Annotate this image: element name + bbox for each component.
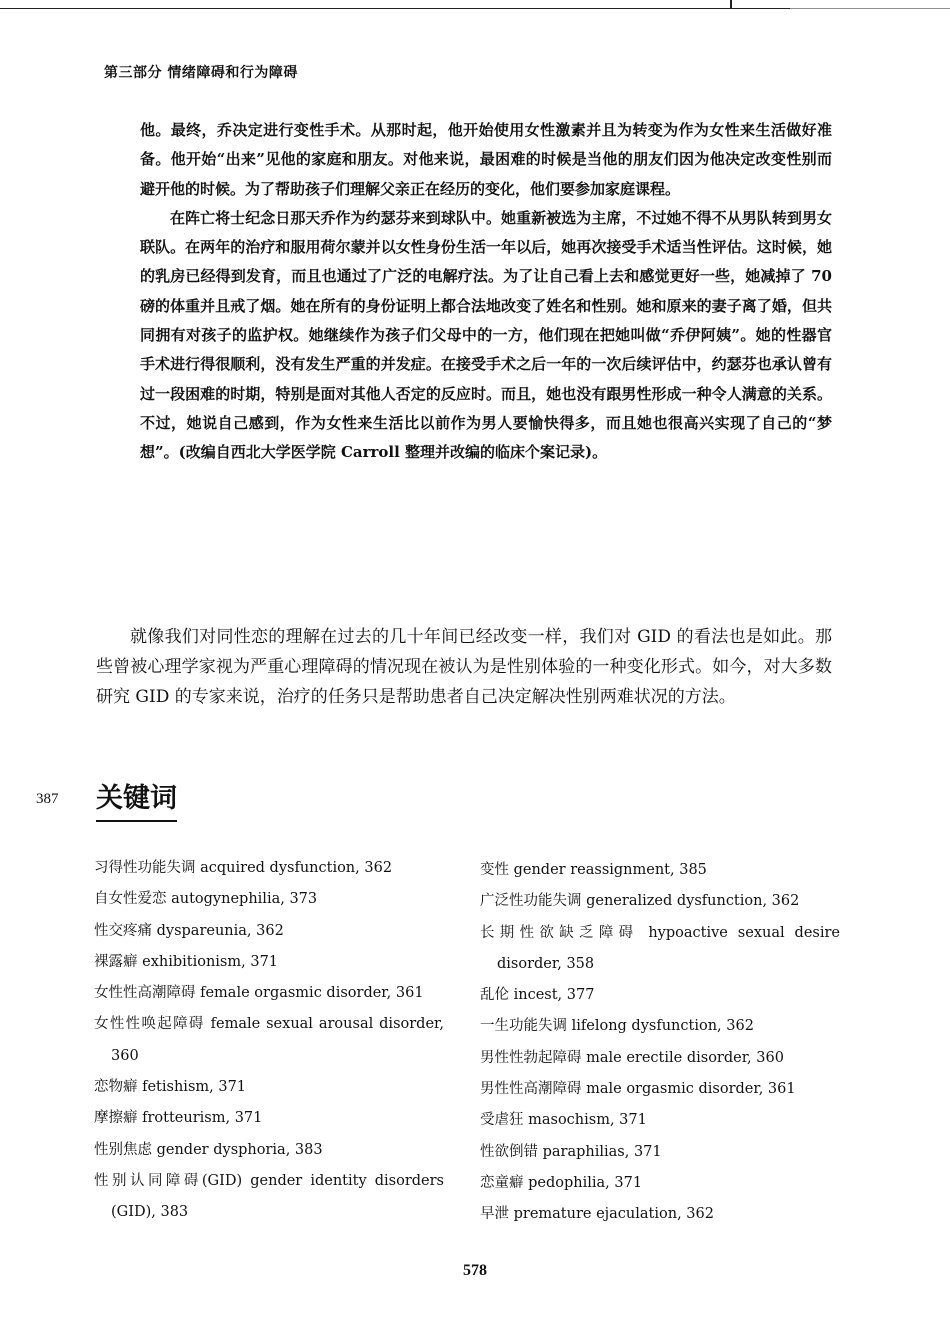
page-number: 578 xyxy=(463,1262,487,1279)
keyword-item: 摩擦癖 frotteurism, 371 xyxy=(94,1110,263,1127)
keyword-item: 女性性唤起障碍 female sexual arousal disorder, 360 xyxy=(94,1016,444,1064)
keyword-item: 乱伦 incest, 377 xyxy=(480,987,595,1004)
keyword-list-right xyxy=(480,855,840,1231)
keyword-item: 恋物癖 fetishism, 371 xyxy=(94,1079,247,1096)
keyword-item: 受虐狂 masochism, 371 xyxy=(480,1112,647,1129)
keyword-item: 性欲倒错 paraphilias, 371 xyxy=(480,1143,662,1160)
case-paragraph: 在阵亡将士纪念日那天乔作为约瑟芬来到球队中。她重新被选为主席，不过她不得不从男队转到男女联队。在两年的治疗和服用荷尔蒙并以女性身份生活一年以后，她再次接受手术适当性评估。这时候，她的乳房已经得到发育，而且也通过了广泛的电解疗法。为了让自己看上去和感觉更好一些，她减掉了 70 磅的体重并且戒了烟。她在所有的身份证明上都合法地改变了姓名和性别。她和原来的妻子离了婚，但共同拥有对孩子的监护权。她继续作为孩子们父母中的一方，他们现在把她叫做“乔伊阿姨”。她的性器官手术进行得很顺利，没有发生严重的并发症。在接受手术之后一年的一次后续评估中，约瑟芬也承认曾有过一段困难的时期，特别是面对其他人否定的反应时。而且，她也没有跟男性形成一种令人满意的关系。不过，她说自己感到，作为女性来生活比以前作为男人要愉快得多，而且她也很高兴实现了自己的“梦想”。(改编自西北大学医学院 Carroll 整理并改编的临床个案记录)。 xyxy=(140,208,832,462)
keyword-item: 早泄 premature ejaculation, 362 xyxy=(480,1206,714,1223)
margin-page-number: 387 xyxy=(36,791,59,807)
keyword-item: 广泛性功能失调 generalized dysfunction, 362 xyxy=(480,893,800,910)
keyword-item: 性交疼痛 dyspareunia, 362 xyxy=(94,922,284,939)
keyword-item: 女性性高潮障碍 female orgasmic disorder, 361 xyxy=(94,985,424,1002)
keyword-item: 习得性功能失调 acquired dysfunction, 362 xyxy=(94,860,393,876)
keyword-item: 性别焦虑 gender dysphoria, 383 xyxy=(94,1141,323,1158)
keyword-list-left xyxy=(94,853,444,1229)
keyword-item: 男性性勃起障碍 male erectile disorder, 360 xyxy=(480,1049,784,1066)
top-rule-notch xyxy=(730,0,732,9)
keyword-item: 恋童癖 pedophilia, 371 xyxy=(480,1174,643,1191)
keyword-item: 裸露癖 exhibitionism, 371 xyxy=(94,953,279,970)
top-rule-fade xyxy=(790,8,950,10)
case-paragraph: 他。最终，乔决定进行变性手术。从那时起，他开始使用女性激素并且为转变为作为女性来生活做好准备。他开始“出来”见他的家庭和朋友。对他来说，最困难的时候是当他的朋友们因为他决定改变性别而避开他的时候。为了帮助孩子们理解父亲正在经历的变化，他们要参加家庭课程。 xyxy=(140,121,832,198)
section-title: 关键词 xyxy=(96,780,177,822)
keyword-item: 性别认同障碍(GID) gender identity disorders (GID), 383 xyxy=(94,1172,444,1221)
keyword-item: 男性性高潮障碍 male orgasmic disorder, 361 xyxy=(480,1081,796,1098)
body-text xyxy=(96,622,832,712)
case-study xyxy=(140,116,832,468)
body-paragraph: 就像我们对同性恋的理解在过去的几十年间已经改变一样，我们对 GID 的看法也是如此。那些曾被心理学家视为严重心理障碍的情况现在被认为是性别体验的一种变化形式。如今，对大多数研究 GID 的专家来说，治疗的任务只是帮助患者自己决定解决性别两难状况的方法。 xyxy=(96,627,832,707)
keyword-item: 变性 gender reassignment, 385 xyxy=(480,862,707,878)
running-head: 第三部分 情绪障碍和行为障碍 xyxy=(104,65,298,81)
keyword-item: 自女性爱恋 autogynephilia, 373 xyxy=(94,891,318,908)
keyword-item: 长期性欲缺乏障碍 hypoactive sexual desire disorder, 358 xyxy=(480,924,840,972)
keyword-item: 一生功能失调 lifelong dysfunction, 362 xyxy=(480,1018,754,1035)
